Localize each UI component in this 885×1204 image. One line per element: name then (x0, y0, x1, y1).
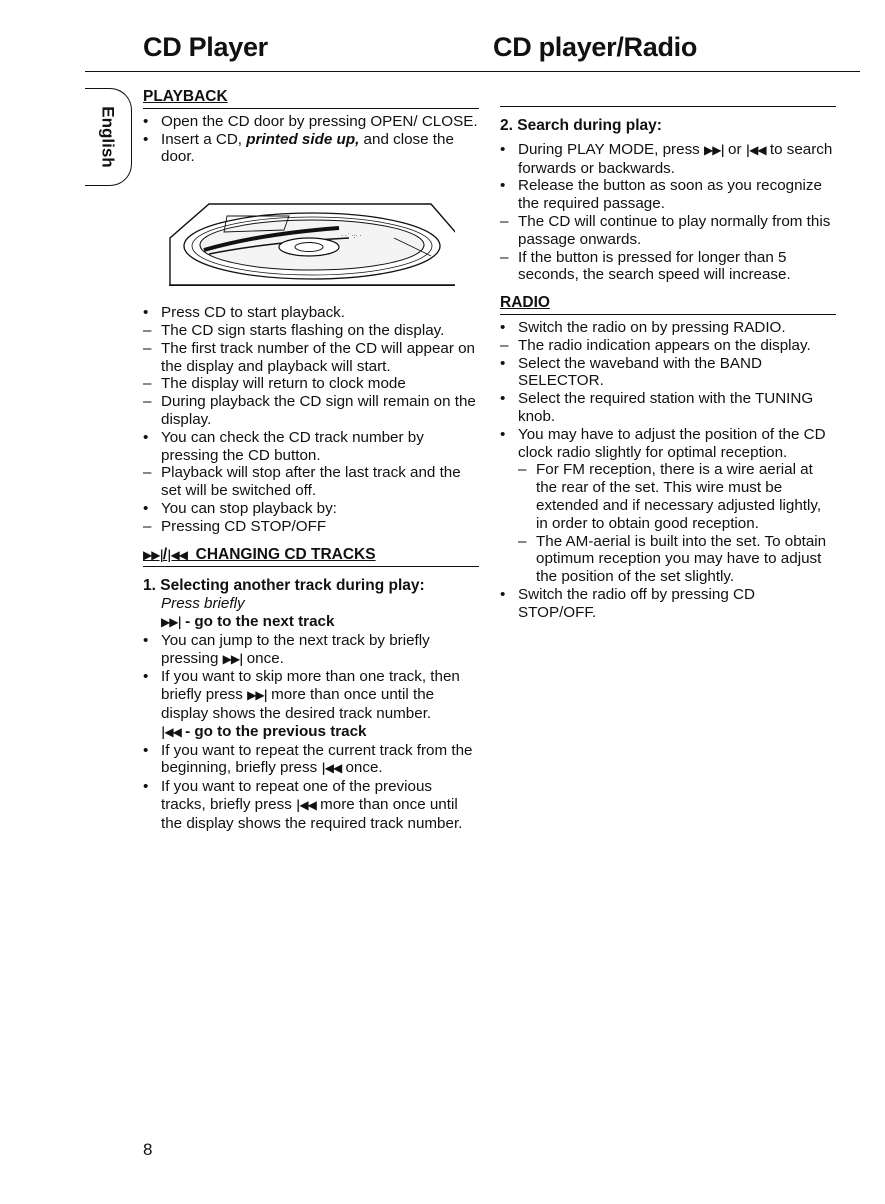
list-item (143, 375, 479, 393)
bullet-marker: • (500, 425, 506, 443)
previous-track-icon: |◀◀ (296, 797, 316, 812)
next-track-icon: ▶▶| (222, 651, 243, 666)
next-track-icon: ▶▶| (143, 547, 163, 562)
next-track-label: ▶▶| - go to the next track (161, 612, 335, 630)
list-item: • Release the button as soon as you recognize the required passage. (500, 177, 822, 213)
cd-print-marks: · ·˙ ·:· · (341, 233, 362, 241)
list-item: • If you want to repeat one of the previous tracks, briefly press |◀◀ more than once until the display shows the required track number. (143, 778, 463, 832)
bullet-marker: • (500, 177, 506, 195)
left-column (143, 88, 479, 833)
list-item (143, 340, 479, 376)
previous-track-icon: |◀◀ (745, 142, 766, 157)
selecting-track-title: 1. Selecting another track during play: (143, 577, 425, 595)
item-text: Insert a CD, (161, 130, 247, 148)
list-item (143, 113, 479, 131)
item-text: and close the door. (161, 130, 454, 166)
icon-separator: / (162, 545, 168, 563)
dash-marker: – (518, 532, 527, 550)
search-during-play-title: 2. Search during play: (500, 117, 662, 134)
bullet-marker: • (500, 318, 506, 336)
cd-insert-illustration (169, 198, 455, 286)
bullet-marker: • (143, 428, 149, 446)
header-rule (85, 71, 860, 72)
bullet-marker: • (143, 112, 149, 130)
bullet-marker: • (143, 304, 149, 322)
item-text: The first track number of the CD will appear on the display and playback will start. (161, 339, 476, 375)
list-item: • You may have to adjust the position of the CD clock radio slightly for optimal reception. (500, 425, 826, 461)
dash-marker: – (143, 464, 152, 482)
cd-hub-center (295, 243, 323, 252)
page-title-right: CD player/Radio (493, 32, 698, 62)
dash-marker: – (143, 339, 152, 357)
list-item (143, 304, 479, 322)
bullet-marker: • (143, 130, 149, 148)
item-text: The display will return to clock mode (161, 375, 406, 393)
list-item (143, 429, 479, 465)
changing-tracks-heading (143, 546, 479, 565)
previous-track-label: |◀◀ - go to the previous track (161, 722, 367, 740)
list-sub-item: – The AM-aerial is built into the set. To obtain optimum reception you may have to adjust the position of the set slightly. (518, 532, 827, 586)
playback-heading: PLAYBACK (143, 88, 228, 105)
dash-marker: – (143, 321, 152, 339)
next-track-icon: ▶▶| (703, 142, 724, 157)
previous-track-icon: |◀◀ (321, 761, 342, 776)
language-tab-label: English (99, 106, 118, 168)
dash-marker: – (500, 336, 509, 354)
bullet-marker: • (143, 778, 149, 796)
bullet-marker: • (143, 631, 149, 649)
list-item: • You can jump to the next track by briefly pressing ▶▶| once. (143, 631, 430, 667)
dash-marker: – (143, 517, 152, 535)
item-text: Press CD to start playback. (161, 304, 346, 322)
item-text: You can check the CD track number by pressing the CD button. (161, 428, 424, 464)
bullet-marker: • (500, 390, 506, 408)
bullet-marker: • (143, 499, 149, 517)
next-track-icon: ▶▶| (247, 688, 267, 703)
bullet-marker: • (500, 140, 506, 158)
playback-rule (143, 108, 479, 109)
list-item: • Select the required station with the TUNING knob. (500, 390, 814, 425)
press-briefly-note: Press briefly (161, 595, 245, 613)
search-top-rule (500, 106, 836, 107)
item-text: You can stop playback by: (161, 499, 337, 517)
radio-heading: RADIO (500, 294, 550, 312)
changing-tracks-rule (143, 566, 479, 567)
list-item: • Select the waveband with the BAND SELECTOR. (500, 354, 762, 390)
item-text: Pressing CD STOP/OFF (161, 517, 327, 535)
list-item (143, 393, 479, 429)
list-item: • If you want to skip more than one track, then briefly press ▶▶| more than once until the display shows the desired track number. (143, 668, 460, 722)
list-item: – If the button is pressed for longer than 5 seconds, the search speed will increase. (500, 248, 791, 284)
item-text: The CD sign starts flashing on the display. (161, 321, 445, 339)
item-emphasis: printed side up, (246, 130, 360, 148)
list-item (143, 131, 479, 167)
list-item: • If you want to repeat the current track from the beginning, briefly press |◀◀ once. (143, 741, 473, 777)
bullet-marker: • (500, 354, 506, 372)
page-title-left: CD Player (143, 32, 268, 62)
list-item: • During PLAY MODE, press ▶▶| or |◀◀ to search forwards or backwards. (500, 140, 833, 177)
next-track-icon: ▶▶| (161, 614, 181, 629)
bullet-marker: • (143, 668, 149, 686)
previous-track-icon: |◀◀ (161, 724, 181, 739)
list-item (143, 322, 479, 340)
list-item: – The CD will continue to play normally from this passage onwards. (500, 212, 831, 248)
radio-rule (500, 314, 836, 315)
list-item: • Switch the radio on by pressing RADIO. (500, 318, 786, 336)
dash-marker: – (500, 248, 509, 266)
list-item (143, 518, 479, 536)
item-text: During playback the CD sign will remain on the display. (161, 393, 476, 428)
item-text: Open the CD door by pressing OPEN/ CLOSE. (161, 112, 478, 130)
page-number: 8 (143, 1140, 153, 1159)
right-column (500, 104, 836, 622)
previous-track-icon: |◀◀ (167, 547, 187, 562)
item-text: Playback will stop after the last track and the set will be switched off. (161, 464, 461, 500)
list-item (143, 464, 479, 500)
cd-tray-svg (169, 198, 455, 286)
list-item: – The radio indication appears on the display. (500, 336, 811, 354)
changing-tracks-title: CHANGING CD TRACKS (195, 545, 376, 563)
dash-marker: – (500, 212, 509, 230)
list-item: • Switch the radio off by pressing CD STOP/OFF. (500, 585, 755, 621)
dash-marker: – (143, 375, 152, 393)
dash-marker: – (143, 393, 152, 411)
list-sub-item: – For FM reception, there is a wire aerial at the rear of the set. This wire must be extended and if necessary adjusted lightly, in order to obtain good reception. (518, 461, 822, 532)
bullet-marker: • (143, 741, 149, 759)
dash-marker: – (518, 461, 527, 479)
bullet-marker: • (500, 585, 506, 603)
list-item (143, 500, 479, 518)
